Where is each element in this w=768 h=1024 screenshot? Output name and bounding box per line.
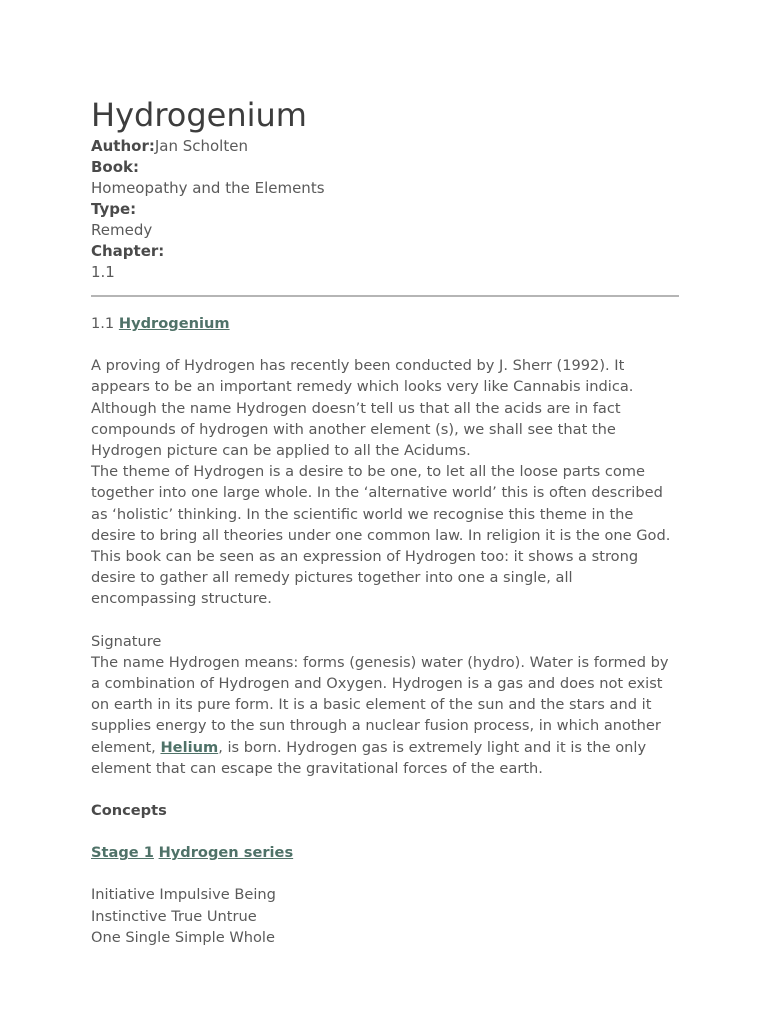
concepts-heading: Concepts (91, 802, 167, 820)
spacer (91, 863, 681, 884)
signature-text-before: The name Hydrogen means: forms (genesis) water (hydro). Water is formed by a combination of Hydrogen and Oxygen. Hydrogen is a gas and does not exist on earth in its pure form. It is a basic element of the sun and the stars and it supplies energy to the sun through a nuclear fusion process, in which another element, (91, 653, 669, 756)
helium-link[interactable]: Helium (160, 738, 219, 756)
page-title: Hydrogenium (91, 96, 307, 134)
section-number: 1.1 (91, 315, 115, 332)
spacer (91, 610, 681, 631)
author-value: Jan Scholten (154, 137, 248, 155)
hydrogen-series-link[interactable]: Hydrogen series (158, 844, 294, 862)
chapter-label: Chapter: (91, 242, 165, 260)
article-body (91, 313, 681, 948)
paragraph-theme: The theme of Hydrogen is a desire to be one, to let all the loose parts come together into one large whole. In the ‘alternative world’ this is often described as ‘holistic’ thinking. In the scientific world we recognise this theme in the desire to bring all theories under one common law. In religion it is the one God. (91, 463, 671, 544)
signature-paragraph (91, 652, 681, 779)
concept-line: Instinctive True Untrue (91, 907, 257, 925)
book-label: Book: (91, 158, 140, 176)
book-value: Homeopathy and the Elements (91, 179, 325, 197)
metadata-block (91, 136, 679, 283)
stage-1-link[interactable]: Stage 1 (91, 844, 154, 862)
paragraph-book: This book can be seen as an expression of Hydrogen too: it shows a strong desire to gather all remedy pictures together into one a single, all encompassing structure. (91, 548, 639, 608)
section-heading (91, 313, 681, 334)
concept-line: Initiative Impulsive Being (91, 886, 276, 904)
divider (91, 295, 679, 297)
spacer (91, 334, 681, 355)
stage-line (91, 842, 681, 863)
author-row (91, 136, 679, 157)
hydrogenium-link[interactable]: Hydrogenium (118, 315, 230, 332)
type-value: Remedy (91, 221, 153, 239)
paragraph-proving: A proving of Hydrogen has recently been conducted by J. Sherr (1992). It appears to be an important remedy which looks very like Cannabis indica. Although the name Hydrogen doesn’t tell us that all the acids are in fact compounds of hydrogen with another element (s), we shall see that the Hydrogen picture can be applied to all the Acidums. (91, 357, 634, 460)
concept-line: One Single Simple Whole (91, 928, 275, 946)
signature-heading: Signature (91, 632, 162, 650)
spacer (91, 779, 681, 800)
type-label: Type: (91, 200, 137, 218)
spacer (91, 821, 681, 842)
chapter-value: 1.1 (91, 263, 115, 281)
author-label: Author: (91, 137, 155, 155)
signature-text-after: , is born. Hydrogen gas is extremely light and it is the only element that can escape the gravitational forces of the earth. (91, 738, 647, 777)
